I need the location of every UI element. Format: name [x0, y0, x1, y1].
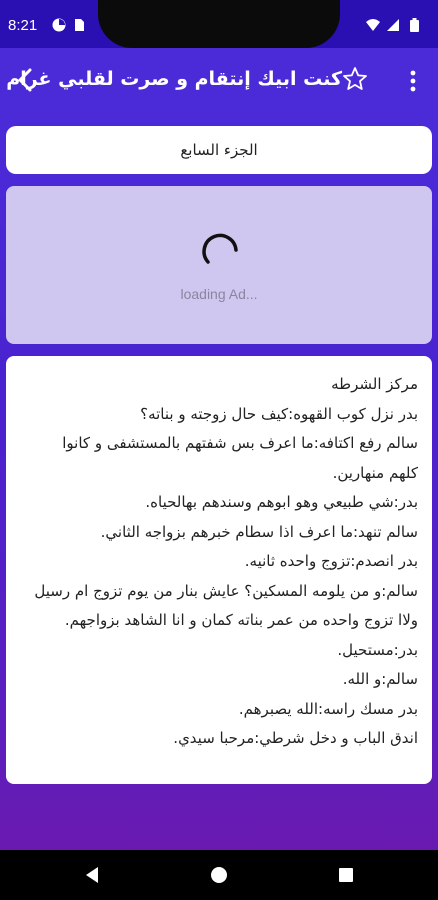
page-title: كنت ابيك إنتقام و صرت لقلبي غرام [6, 68, 342, 90]
part-selector-button[interactable] [6, 126, 432, 174]
system-nav-bar [0, 850, 438, 900]
loading-spinner-icon [198, 228, 242, 272]
star-outline-icon[interactable] [342, 66, 368, 92]
home-circle-icon[interactable] [208, 864, 230, 886]
sim-icon [72, 18, 86, 32]
back-triangle-icon[interactable] [81, 864, 103, 886]
story-line: كلهم منهارين. [332, 463, 418, 482]
more-vert-icon[interactable] [404, 66, 422, 96]
story-line: سالم تنهد:ما اعرف اذا سطام خبرهم بزواجه الثاني. [100, 522, 418, 541]
story-line: بدر:مستحيل. [337, 640, 418, 659]
story-content [6, 356, 432, 784]
camera-notch [98, 0, 340, 48]
story-line: بدر مسك راسه:الله يصبرهم. [238, 699, 418, 718]
status-time: 8:21 [8, 17, 38, 34]
story-line: بدر:شي طبيعي وهو ابوهم وسندهم بهالحياه. [145, 493, 418, 511]
wifi-icon [366, 18, 380, 32]
story-line: مركز الشرطه [331, 375, 418, 393]
story-line: بدر نزل كوب القهوه:كيف حال زوجته و بناته؟ [140, 404, 418, 423]
battery-icon [410, 18, 419, 32]
part-selector-label: الجزء السابع [180, 141, 258, 159]
ad-loading-text: loading Ad... [180, 286, 258, 302]
story-line: ولاا تزوج واحده من عمر بناته كمان و انا الشاهد بزواجهم. [64, 611, 418, 629]
recents-square-icon[interactable] [335, 864, 357, 886]
app-toolbar [0, 48, 438, 114]
ad-placeholder [6, 186, 432, 344]
story-line: بدر انصدم:تزوج واحده ثانيه. [244, 552, 418, 570]
story-text [6, 356, 432, 754]
story-line: اندق الباب و دخل شرطي:مرحبا سيدي. [173, 729, 418, 747]
status-bar [0, 0, 438, 48]
a11y-icon [52, 18, 66, 32]
story-line: سالم رفع اكتافه:ما اعرف بس شفتهم بالمستشفى و كانوا [62, 434, 418, 452]
story-line: سالم:و الله. [342, 670, 418, 688]
signal-icon [386, 18, 400, 32]
story-line: سالم:و من يلومه المسكين؟ عايش بنار من يوم تزوج ام رسيل [34, 581, 418, 600]
